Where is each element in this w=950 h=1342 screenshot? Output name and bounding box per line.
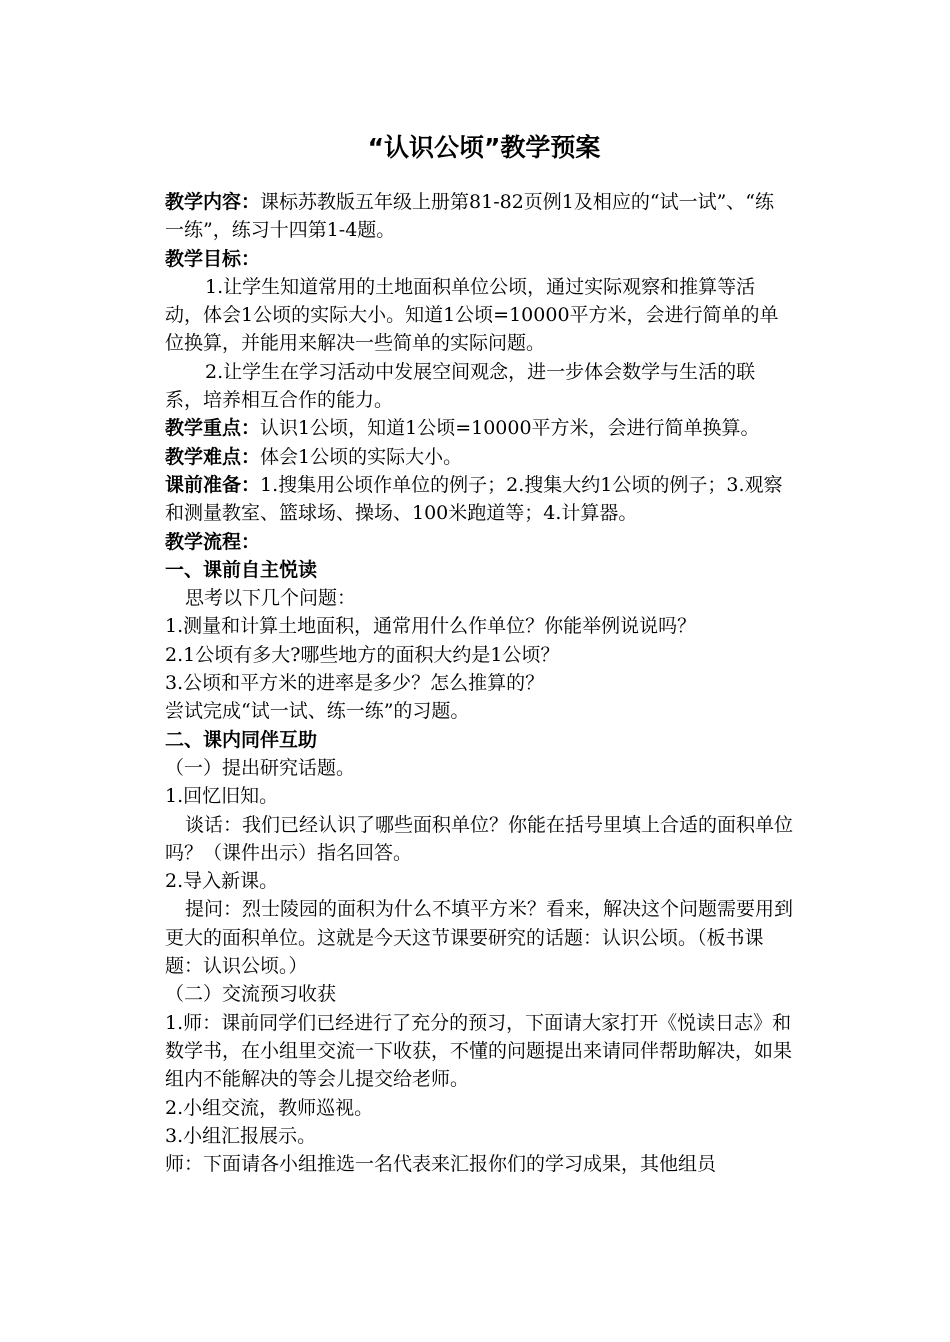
difficulty-text: 体会1公顷的实际大小。 [260,445,463,468]
teaching-content-text: 课标苏教版五年级上册第81-82页例1及相应的“试一试”、“练一练”，练习十四第1-4题。 [165,191,775,242]
subsection-1-item-1: 1.回忆旧知。 [165,785,279,808]
goal-item-1: 1.让学生知道常用的土地面积单位公顷，通过实际观察和推算等活动，体会1公顷的实际大小。知道1公顷=10000平方米，会进行简单的单位换算，并能用来解决一些简单的实际问题。 [165,275,779,355]
subsection-2-item-3: 3.小组汇报展示。 [165,1124,317,1147]
section-2-heading: 二、课内同伴互助 [165,728,318,751]
subsection-2-item-2: 2.小组交流，教师巡视。 [165,1096,374,1119]
key-point-text: 认识1公顷，知道1公顷=10000平方米，会进行简单换算。 [260,417,760,440]
teaching-content [165,188,793,245]
section-1-heading: 一、课前自主悦读 [165,558,318,581]
process-label: 教学流程： [165,530,261,553]
subsection-1-talk: 谈话：我们已经认识了哪些面积单位？你能在括号里填上合适的面积单位吗？（课件出示）指名回答。 [165,813,794,864]
teaching-goals-label: 教学目标： [165,247,261,270]
section-1-intro: 思考以下几个问题： [185,587,357,610]
question-2: 2.1公顷有多大?哪些地方的面积大约是1公顷？ [165,643,560,666]
subsection-1-ask: 提问：烈士陵园的面积为什么不填平方米？看来，解决这个问题需要用到更大的面积单位。这就是今天这节课要研究的话题：认识公顷。（板书课题：认识公顷。） [165,898,794,978]
goal-item-2: 2.让学生在学习活动中发展空间观念，进一步体会数学与生活的联系，培养相互合作的能力。 [165,360,756,412]
preparation-text: 1.搜集用公顷作单位的例子；2.搜集大约1公顷的例子；3.观察和测量教室、篮球场、操场、100米跑道等；4.计算器。 [165,473,783,525]
document-page [165,128,793,1178]
page-title: “认识公顷”教学预案 [367,133,601,162]
key-point [165,414,793,442]
preparation-label: 课前准备： [165,473,261,496]
subsection-2-item-1: 1.师：课前同学们已经进行了充分的预习，下面请大家打开《悦读日志》和数学书，在小组里交流一下收获，不懂的问题提出来请同伴帮助解决，如果组内不能解决的等会儿提交给老师。 [165,1011,793,1091]
subsection-2: （二）交流预习收获 [165,983,337,1006]
key-point-label: 教学重点： [165,417,261,440]
teaching-content-label: 教学内容： [165,191,261,213]
subsection-1-item-2: 2.导入新课。 [165,870,279,893]
difficulty-label: 教学难点： [165,445,261,468]
subsection-1: （一）提出研究话题。 [165,756,356,779]
section-1-task: 尝试完成“试一试、练一练”的习题。 [165,700,470,723]
question-3: 3.公顷和平方米的进率是多少？怎么推算的？ [165,672,545,695]
difficulty [165,443,793,471]
question-1: 1.测量和计算土地面积，通常用什么作单位？你能举例说说吗？ [165,615,697,638]
subsection-2-teacher: 师：下面请各小组推选一名代表来汇报你们的学习成果，其他组员 [165,1153,717,1176]
preparation [165,471,793,528]
